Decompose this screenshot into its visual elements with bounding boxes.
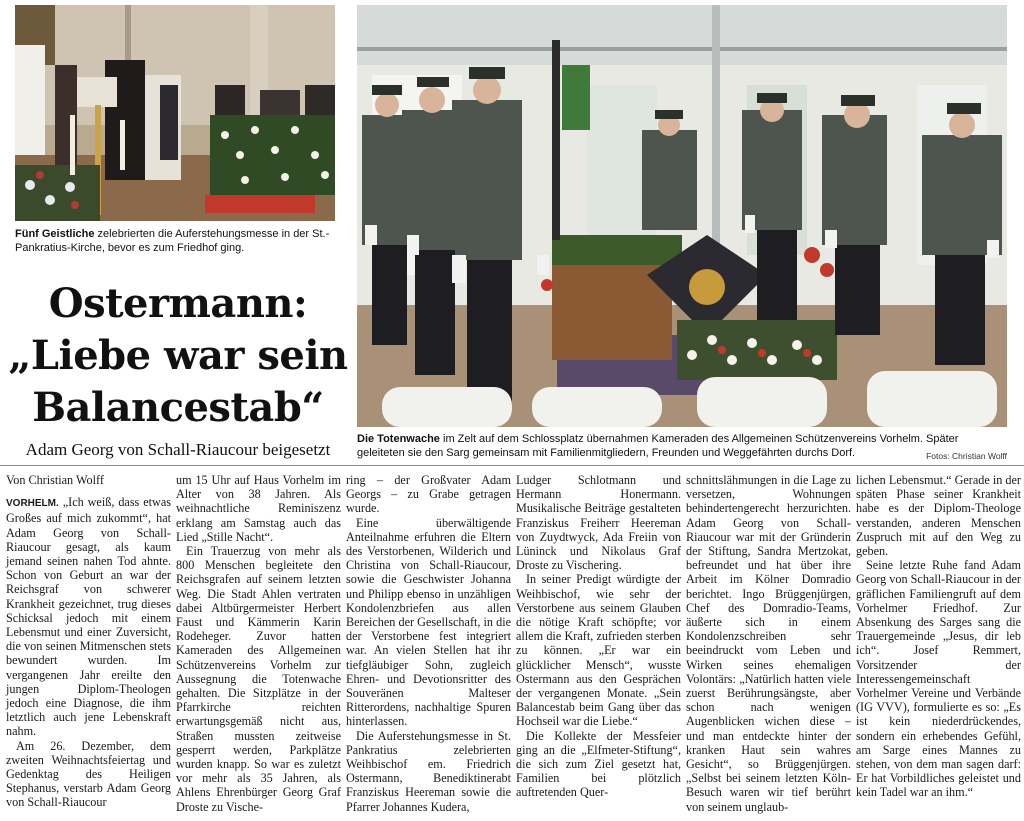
- photo-left-caption-bold: Fünf Geistliche: [15, 228, 95, 240]
- article-column-3: [346, 473, 511, 814]
- section-divider: [0, 465, 1024, 466]
- article-column-1: [6, 473, 171, 810]
- photo-left-caption-text: zelebrierten die Auferstehungsmesse in der St.-Pankratius-Kirche, bevor es zum Friedhof ging.: [15, 228, 330, 254]
- article-paragraph: Ludger Schlotmann und Hermann Honermann. Musikalische Beiträge gestalteten Franziskus Freiherr Heereman von Zuydtwyck, Ada Freiin von Lüninck und Nikolaus Graf Droste zu Vischering.: [516, 473, 681, 573]
- headline-line-3: Balancestab“: [32, 384, 324, 431]
- subheadline: Adam Georg von Schall-Riaucour beigesetzt: [25, 440, 331, 459]
- article-paragraph: In seiner Predigt würdigte der Weihbischof, wie sehr der Verstorbene aus seinem Glauben die nötige Kraft schöpfte; vor allem die Kraft, zufrieden sterben zu können. „Er war ein glücklicher Mensch“, wusste Ostermann aus den Gesprächen der vergangenen Monate. „Sein Balancestab beim Gang über das Hochseil war die Liebe.“: [516, 572, 681, 729]
- article-paragraph: Am 26. Dezember, dem zweiten Weihnachtsfeiertag und Gedenktag des Heiligen Stephanus, verstarb Adam Georg von Schall-Riaucour: [6, 738, 171, 810]
- article-column-4: [516, 473, 681, 800]
- photo-right-caption-text: im Zelt auf dem Schlossplatz übernahmen Kameraden des Allgemeinen Schützenvereins Vorhelm. Später geleiteten sie den Sarg gemeinsam mit Familienmitgliedern, Freunden und Weggefährten durchs Dorf.: [357, 433, 959, 459]
- article-paragraph: Die Auferstehungsmesse in St. Pankratius zelebrierten Weihbischof em. Friedrich Ostermann, Benediktinerabt Franziskus Heereman sowie die Pfarrer Johannes Kudera,: [346, 728, 511, 814]
- photo-church-mass: [15, 5, 335, 221]
- photo-right-caption-bold: Die Totenwache: [357, 433, 440, 445]
- article-paragraph: Seine letzte Ruhe fand Adam Georg von Schall-Riaucour in der gräflichen Familiengruft auf dem Vorhelmer Friedhof. Zur Absenkung des Sarges sang die Trauergemeinde „Jesus, dir leb ich“. Josef Remmert, Vorsitzender der Interessengemeinschaft Vorhelmer Vereine und Verbände (IG VVV), formulierte es so: „Es ist kein niederdrückendes, sondern ein erhebendes Gefühl, am Sarge eines Mannes zu stehen, von dem man sagen darf: Er hat Vorbildliches geleistet und kein Tadel war an ihm.“: [856, 558, 1021, 800]
- headline-line-2: „Liebe war sein: [8, 332, 348, 379]
- article-paragraph: lichen Lebensmut.“ Gerade in der späten Phase seiner Krankheit habe es der Diplom-Theologe verstanden, anderen Menschen Zuspruch mit auf den Weg zu geben.: [856, 473, 1021, 559]
- article-column-2: [176, 473, 341, 814]
- headline: [8, 278, 348, 434]
- byline: Von Christian Wolff: [6, 473, 104, 487]
- photo-left-caption: [15, 227, 335, 255]
- article-paragraph: um 15 Uhr auf Haus Vorhelm im Alter von 38 Jahren. Als weihnachtliche Reminiszenz erklang am Samstag auch das Lied „Stille Nacht“.: [176, 473, 341, 544]
- honor-guard-photo-image: [357, 5, 1007, 427]
- article-paragraph: Ein Trauerzug von mehr als 800 Menschen begleitete den Reichsgrafen auf seinem letzten Weg. Die Stadt Ahlen vertraten dabei Altbürgermeister Herbert Faust und Kämmerin Karin Rodeheger. Zuvor hatten Kameraden des Allgemeinen Schützenvereins Vorhelm zur Aussegnung die Totenwache gehalten. Die Sitzplätze in der Pfarrkirche reichten erwartungsgemäß nicht aus, Straßen mussten zeitweise gesperrt werden, Parkplätze wurden knapp. So war es zuletzt vor mehr als 35 Jahren, als Ahlens Ehrenbürger Georg Graf Droste zu Vische-: [176, 544, 341, 814]
- article-column-6: [856, 473, 1021, 800]
- photo-honor-guard: [357, 5, 1007, 427]
- article-paragraph: schnittslähmungen in die Lage zu versetzen, Wohnungen behindertengerecht herzurichten. Adam Georg von Schall-Riaucour war mit der Gründerin der Stiftung, Sandra Mertzokat, befreundet und hat über ihre Arbeit im Kölner Domradio berichtet. Ingo Brüggenjürgen, Chef des Domradio-Teams, äußerte sich in einem Kondolenzschreiben sehr beeindruckt vom Leben und Wirken seines ehemaligen Volontärs: „Natürlich hatten viele zuerst Berührungsängste, aber schon nach wenigen Augenblicken wichen diese – und man entdeckte hinter der kranken Haut sein wahres Gesicht“, so Brüggenjürgen. „Selbst bei seinem letzten Köln-Besuch waren wir tief berührt von seinem unglaub-: [686, 473, 851, 814]
- dateline: VORHELM.: [6, 498, 59, 510]
- article-text: „Ich weiß, dass etwas Großes auf mich zukommt“, hat Adam Georg von Schall-Riaucour gesagt, als kaum jemand seinen nahen Tod ahnte. Schon von Geburt an war der Reichsgraf von schwerer Krankheit gezeichnet, trug dieses Schicksal jedoch mit einem Lebensmut und einer Zuversicht, die von seinen Mitmenschen stets bewundert wurden. Im vergangenen Jahr ereilte den jungen Diplom-Theologen jedoch eine Diagnose, die ihm letztlich auch jene Lebenskraft nahm.: [6, 495, 171, 739]
- article-paragraph: Die Kollekte der Messfeier ging an die „Elfmeter-Stiftung“, die sich zum Ziel gesetzt hat, Familien bei plötzlich auftretenden Quer-: [516, 728, 681, 800]
- headline-line-1: Ostermann:: [48, 280, 308, 327]
- photo-credit: Fotos: Christian Wolff: [926, 451, 1007, 461]
- article-paragraph: ring – der Großvater Adam Georgs – zu Grabe getragen wurde.: [346, 473, 511, 516]
- article-paragraph: Eine überwältigende Anteilnahme erfuhren die Eltern des Verstorbenen, Wilderich und Christina von Schall-Riaucour, sowie die Geschwister Johanna und Philipp ebenso in unzähligen Kondolenzbriefen aus allen Bereichen der Gesellschaft, in die der Verstorbene fest integriert war. An vielen Stellen hat ihr tiefgläubiger Sohn, zugleich Ehren- und Devotionsritter des Souveränen Malteser Ritterordens, nachhaltige Spuren hinterlassen.: [346, 515, 511, 729]
- article-paragraph: [6, 495, 171, 738]
- church-photo-image: [15, 5, 335, 221]
- article-column-5: [686, 473, 851, 814]
